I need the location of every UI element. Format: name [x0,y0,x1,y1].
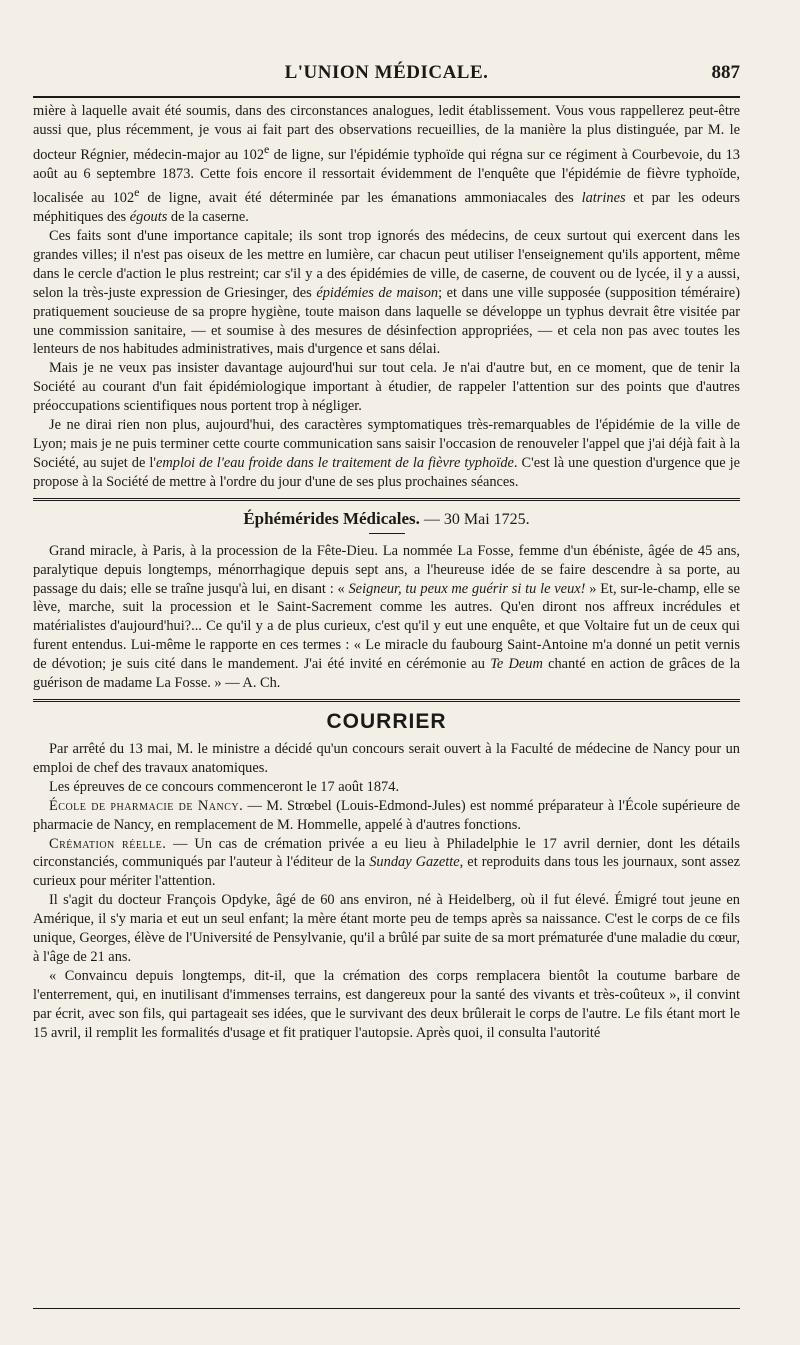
courrier-heading: COURRIER [326,709,447,733]
section-divider [33,498,740,501]
courrier-paragraph-2: Les épreuves de ce concours commenceront le 17 août 1874. [49,778,400,795]
courrier-paragraph-4: Crémation réelle. — Un cas de crémation privée a eu lieu à Philadelphie le 17 avril dernier, dont les détails circonstanciés, communiqués par l'auteur à l'éditeur de la Sunday Gazette, et reproduits dans tous les journaux, sont assez curieux pour mériter l'attention. [33,835,741,890]
courrier-paragraph-1: Par arrêté du 13 mai, M. le ministre a décidé qu'un concours serait ouvert à la Faculté de médecine de Nancy pour un emploi de chef des travaux anatomiques. [33,740,740,776]
article-paragraph-2: Ces faits sont d'une importance capitale; ils sont trop ignorés des médecins, de ceux surtout qui exercent dans les grandes villes; il n'est pas oiseux de les mettre en lumière, car chacun peut utiliser l'enseignement qu'ils apportent, même dans le cercle d'action le plus restreint; car s'il y a des épidémies de ville, de caserne, de couvent ou de lycée, il y a aussi, selon la très-juste expression de Griesinger, des épidémies de maison; et dans une ville supposée (supposition téméraire) pratiquement soucieuse de sa propre hygiène, toute maison dans laquelle se développe un typhus devrait être visitée par une commission sanitaire, — et soumise à des mesures de désinfection appropriées, — et cela non pas avec toutes les lenteurs de nos habitudes administratives, mais d'urgence et sans délai. [33,228,740,358]
section-divider-2 [33,699,740,702]
page-header [33,54,740,94]
footer-rule [33,1308,740,1309]
short-rule [369,533,405,534]
ephemerides-section [33,509,740,693]
courrier-paragraph-5: Il s'agit du docteur François Opdyke, âgé de 60 ans environ, né à Heidelberg, où il fut élevé. Émigré tout jeune en Amérique, il s'y maria et eut un seul enfant; la mère étant morte peu de temps après sa naissance. C'est le corps de ce fils unique, Georges, élève de l'Université de Pensylvanie, qu'il a brûlé par suite de sa mort prématurée d'une maladie du cœur, à l'âge de 21 ans. [33,892,740,965]
ephemerides-heading: Éphémérides Médicales. — 30 Mai 1725. [243,508,530,528]
courrier-paragraph-6: « Convaincu depuis longtemps, dit-il, que la crémation des corps remplacera bientôt la coutume barbare de l'enterrement, qui, en inutilisant d'immenses terrains, est dangereux pour la santé des vivants et très-coûteux », il convint par écrit, avec son fils, qui partageait ses idées, que le survivant des deux brûlerait le corps de l'autre. Le fils étant mort le 15 avril, il remplit les formalités d'usage et fit pratiquer l'autopsie. Après quoi, il consulta l'autorité [33,967,740,1041]
journal-page [0,54,800,1345]
article-paragraph-4: Je ne dirai rien non plus, aujourd'hui, des caractères symptomatiques très-remarquables de l'épidémie de la ville de Lyon; mais je ne puis terminer cette courte communication sans saisir l'occasion de renouveler l'appel que j'ai déjà fait à la Société, au sujet de l'emploi de l'eau froide dans le traitement de la fièvre typhoïde. C'est là une question d'urgence que je propose à la Société de mettre à l'ordre du jour d'une de ses plus prochaines séances. [33,417,741,490]
running-title: L'UNION MÉDICALE. [284,62,489,83]
page-number: 887 [711,62,740,83]
ephemerides-text: Grand miracle, à Paris, à la procession de la Fête-Dieu. La nommée La Fosse, femme d'un ébéniste, âgée de 45 ans, paralytique depuis longtemps, ménorrhagique depuis sept ans, a l'heureuse idée de se faire descendre à sa porte, au passage du dais; elle se traîne jusqu'à lui, en disant : « Seigneur, tu peux me guérir si tu le veux! » Et, sur-le-champ, elle se lève, marche, suit la procession et le Saint-Sacrement comme les autres. Qu'en diront nos affreux incrédules et matérialistes d'aujourd'hui?... Ce qu'il y a de plus curieux, c'est qu'il y eut une enquête, et que Voltaire fut un de ceux qui furent entendus. Lui-même le rapporte en ces termes : « Le miracle du faubourg Saint-Antoine m'a donné un petit vernis de dévotion; je suis cité dans le mandement. J'ai été invité en cérémonie au Te Deum chanté en action de grâces de la guérison de madame La Fosse. » — A. Ch. [33,542,740,692]
article-continuation [33,102,740,492]
courrier-paragraph-3: École de pharmacie de Nancy. — M. Strœbel (Louis-Edmond-Jules) est nommé préparateur à l'École supérieure de pharmacie de Nancy, en remplacement de M. Hommelle, appelé à d'autres fonctions. [33,797,741,833]
courrier-section [33,710,740,1043]
article-paragraph-1: mière à laquelle avait été soumis, dans des circonstances analogues, ledit établissement. Vous vous rappellerez peut-être aussi que, plus récemment, je vous ai fait part des observations recueillies, de la manière la plus distinguée, par M. le docteur Régnier, médecin-major au 102e de ligne, sur l'épidémie typhoïde qui régna sur ce régiment à Courbevoie, du 13 août au 6 septembre 1873. Cette fois encore il ressortait évidemment de l'enquête que l'épidémie de fièvre typhoïde, localisée au 102e de ligne, avait été déterminée par les émanations ammoniacales des latrines et par les odeurs méphitiques des égouts de la caserne. [33,103,740,226]
article-paragraph-3: Mais je ne veux pas insister davantage aujourd'hui sur tout cela. Je n'ai d'autre but, en ce moment, que de tenir la Société au courant d'un fait épidémiologique important à étudier, de rappeler l'attention sur des points que d'autres préoccupations scientifiques nous portent trop à négliger. [33,360,740,415]
header-rule [33,96,740,98]
